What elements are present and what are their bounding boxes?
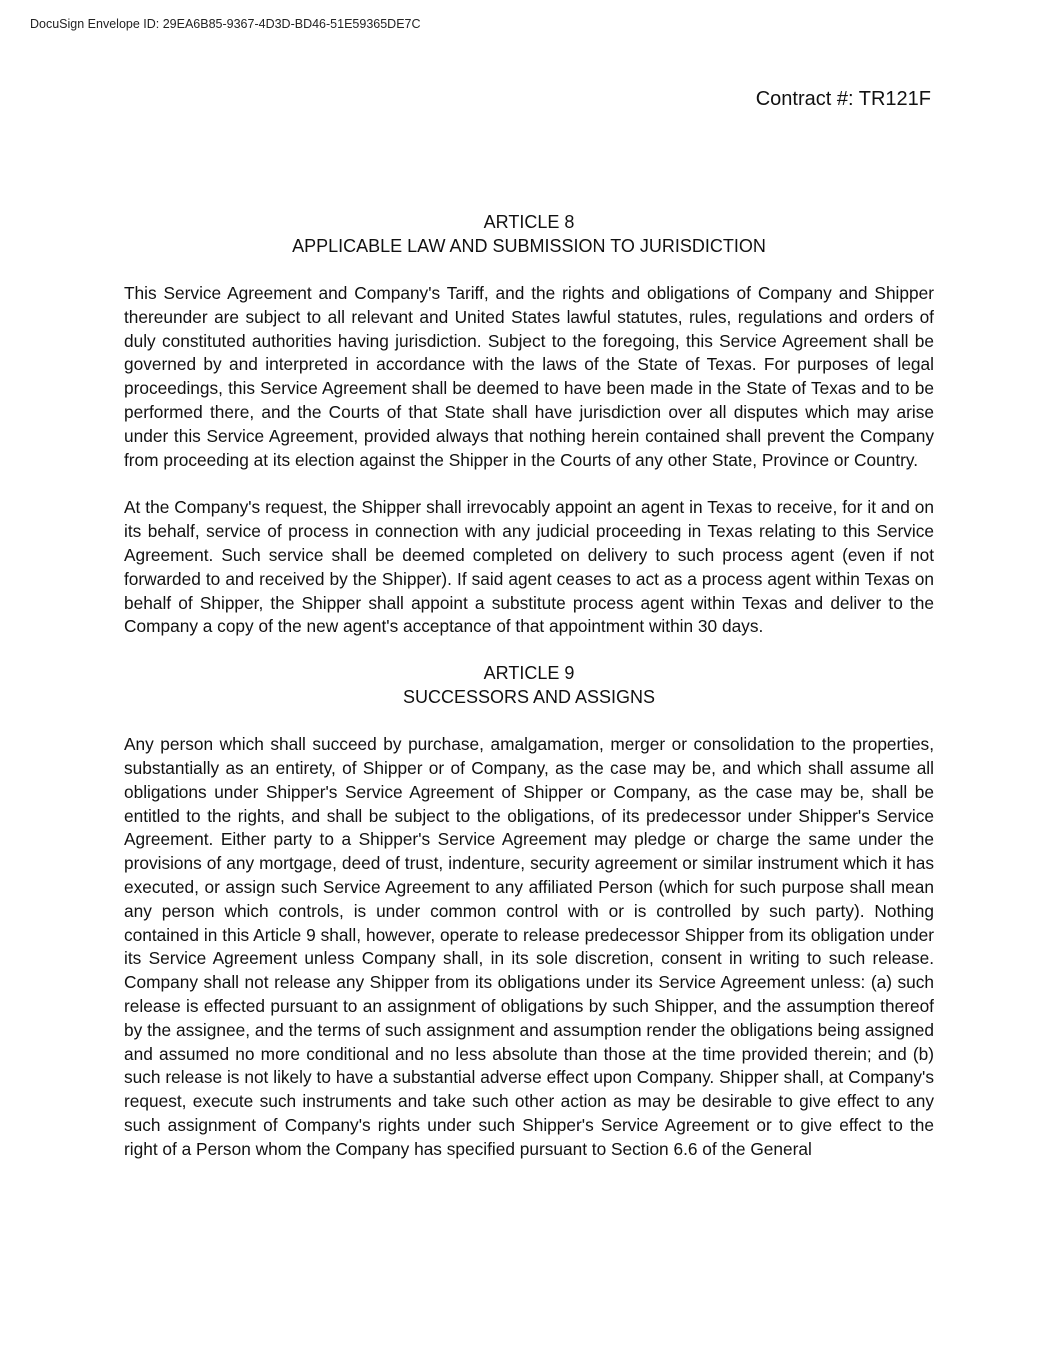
- article-9-heading: [124, 661, 934, 709]
- article-8-heading: [124, 210, 934, 258]
- docusign-envelope-id: DocuSign Envelope ID: 29EA6B85-9367-4D3D-BD46-51E59365DE7C: [30, 17, 421, 31]
- article-8-paragraph-1: This Service Agreement and Company's Tariff, and the rights and obligations of Company and Shipper thereunder are subject to all relevant and United States lawful statutes, rules, regulations and orders of duly constituted authorities having jurisdiction. Subject to the foregoing, this Service Agreement shall be governed by and interpreted in accordance with the laws of the State of Texas. For purposes of legal proceedings, this Service Agreement shall be deemed to have been made in the State of Texas and to be performed there, and the Courts of that State shall have jurisdiction over all disputes which may arise under this Service Agreement, provided always that nothing herein contained shall prevent the Company from proceeding at its election against the Shipper in the Courts of any other State, Province or Country.: [124, 283, 934, 470]
- article-8-paragraph-2: At the Company's request, the Shipper shall irrevocably appoint an agent in Texas to receive, for it and on its behalf, service of process in connection with any judicial proceeding in Texas relating to this Service Agreement. Such service shall be deemed completed on delivery to such process agent (even if not forwarded to and received by the Shipper). If said agent ceases to act as a process agent within Texas on behalf of Shipper, the Shipper shall appoint a substitute process agent within Texas and deliver to the Company a copy of the new agent's acceptance of that appointment within 30 days.: [124, 497, 934, 637]
- article-9-number: ARTICLE 9: [483, 663, 575, 684]
- article-8-number: ARTICLE 8: [483, 212, 575, 232]
- contract-number: Contract #: TR121F: [755, 88, 931, 110]
- article-8-title: APPLICABLE LAW AND SUBMISSION TO JURISDICTION: [292, 236, 766, 256]
- article-9-paragraph-1: Any person which shall succeed by purchase, amalgamation, merger or consolidation to the properties, substantially as an entirety, of Shipper or of Company, as the case may be, and which shall assume all obligations under Shipper's Service Agreement of Shipper or Company, as the case may be, shall be entitled to the rights, and shall be subject to the obligations, of its predecessor under Shipper's Service Agreement. Either party to a Shipper's Service Agreement may pledge or charge the same under the provisions of any mortgage, deed of trust, indenture, security agreement or similar instrument which it has executed, or assign such Service Agreement to any affiliated Person (which for such purpose shall mean any person which controls, is under common control with or is controlled by such party). Nothing contained in this Article 9 shall, however, operate to release predecessor Shipper from its obligation under its Service Agreement unless Company shall, in its sole discretion, consent in writing to such release. Company shall not release any Shipper from its obligations under its Service Agreement unless: (a) such release is effected pursuant to an assignment of obligations by such Shipper, and the assumption thereof by the assignee, and the terms of such assignment and assumption render the obligations being assigned and assumed no more conditional and no less absolute than those at the time provided therein; and (b) such release is not likely to have a substantial adverse effect upon Company. Shipper shall, at Company's request, execute such instruments and take such other action as may be desirable to give effect to any such assignment of Company's rights under such Shipper's Service Agreement or to give effect to the right of a Person whom the Company has specified pursuant to Section 6.6 of the General: [124, 734, 934, 1159]
- article-9-title: SUCCESSORS AND ASSIGNS: [402, 687, 656, 708]
- document-body: [124, 210, 934, 1162]
